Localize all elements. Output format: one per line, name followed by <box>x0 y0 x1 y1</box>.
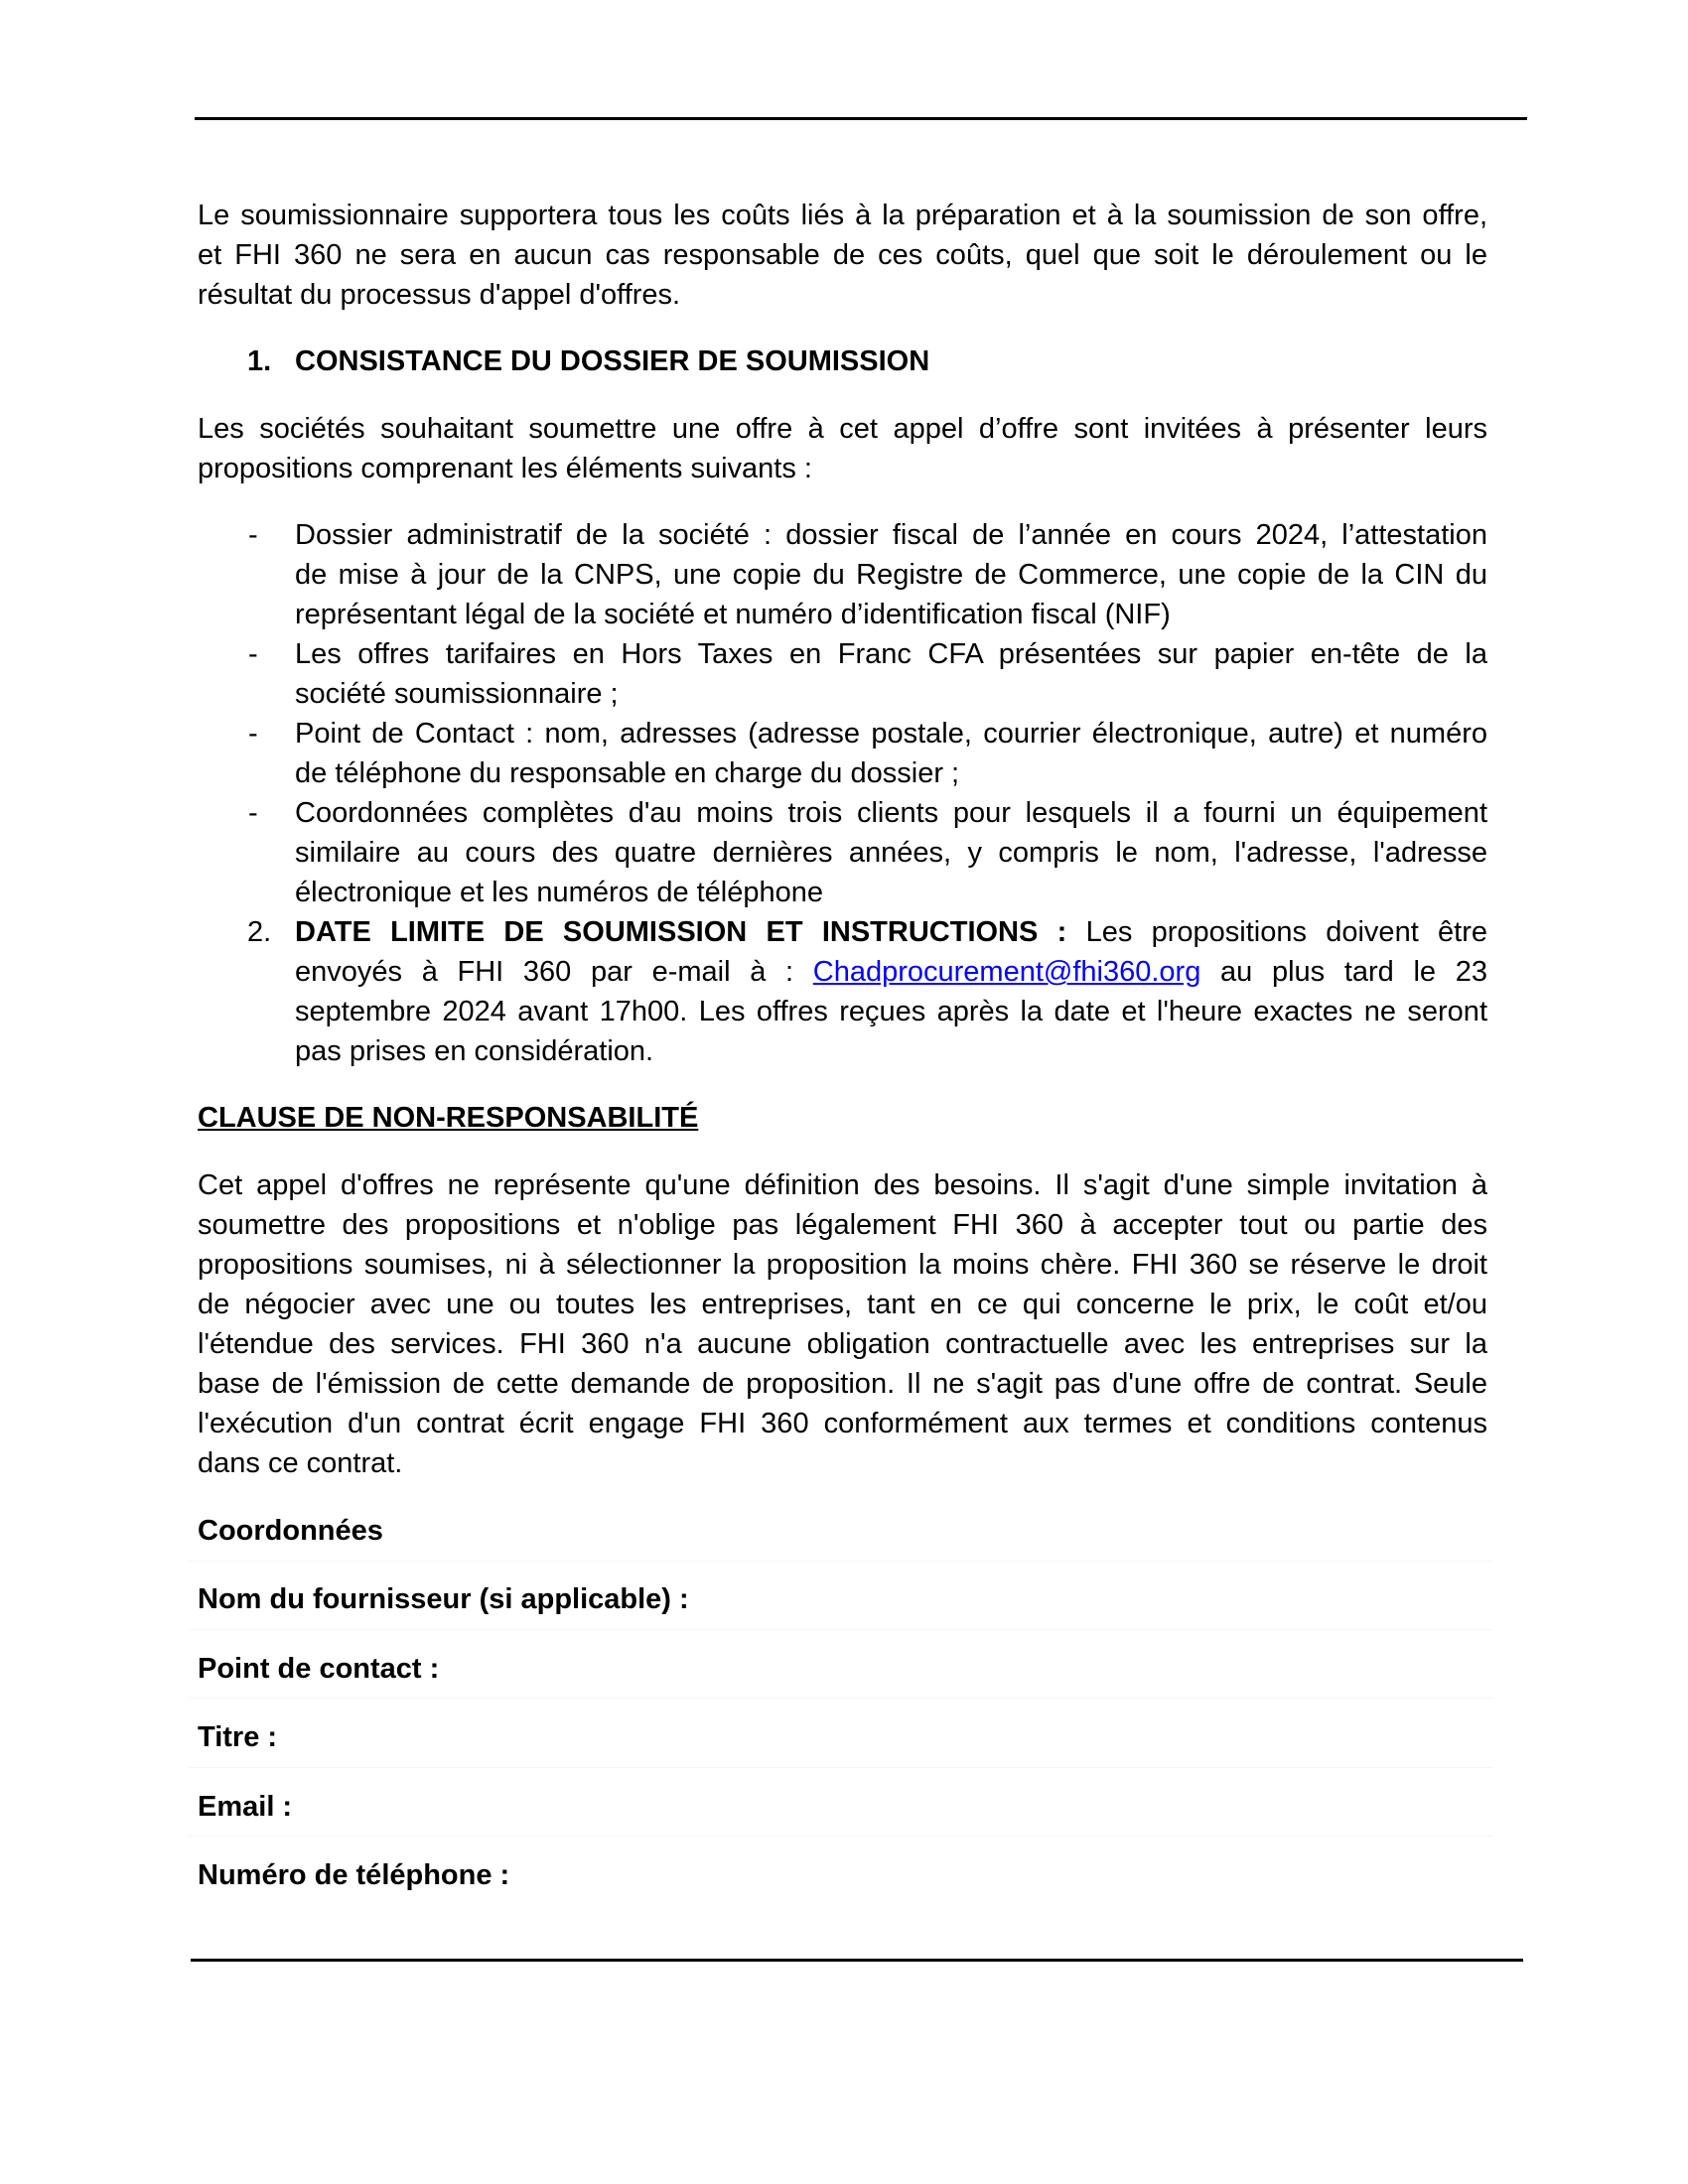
section-2-line: septembre 2024 avant 17h00. Les offres reçues après la date et l'heure exactes ne seront <box>295 996 1487 1027</box>
disclaimer-heading: CLAUSE DE NON-RESPONSABILITÉ <box>198 1102 699 1134</box>
email-link[interactable]: Chadprocurement@fhi360.org <box>812 956 1201 988</box>
section-2-number: 2. <box>247 916 272 948</box>
disclaimer-line: Cet appel d'offres ne représente qu'une définition des besoins. Il s'agit d'une simple invitation à <box>198 1169 1487 1201</box>
section-2-text: Les propositions doivent être <box>1085 916 1487 948</box>
section-2-text: envoyés à FHI 360 par e-mail à : <box>295 956 794 988</box>
list-item-line: de mise à jour de la CNPS, une copie du Registre de Commerce, une copie de la CIN du <box>295 559 1487 591</box>
disclaimer-line: l'étendue des services. FHI 360 n'a aucune obligation contractuelle avec les entreprises sur la <box>198 1328 1487 1360</box>
field-label-supplier-name: Nom du fournisseur (si applicable) : <box>198 1583 689 1615</box>
disclaimer-line: de négocier avec une ou toutes les entreprises, tant en ce qui concerne le prix, le coût et/ou <box>198 1289 1487 1320</box>
field-label-phone: Numéro de téléphone : <box>198 1859 510 1891</box>
list-item-line: représentant légal de la société et numéro d’identification fiscal (NIF) <box>295 599 1171 630</box>
section-1-number: 1. <box>247 345 272 377</box>
list-item-line: Les offres tarifaires en Hors Taxes en Franc CFA présentées sur papier en-tête de la <box>295 638 1487 670</box>
list-item-line: société soumissionnaire ; <box>295 678 619 710</box>
intro-line: Le soumissionnaire supportera tous les coûts liés à la préparation et à la soumission de son offre, <box>198 200 1487 231</box>
header-rule <box>195 117 1527 120</box>
field-separator <box>189 1629 1492 1630</box>
list-item-line: Coordonnées complètes d'au moins trois clients pour lesquels il a fourni un équipement <box>295 797 1487 829</box>
disclaimer-line: dans ce contrat. <box>198 1447 403 1479</box>
section-1-title: CONSISTANCE DU DOSSIER DE SOUMISSION <box>295 345 930 377</box>
list-item-line: électronique et les numéros de téléphone <box>295 877 824 908</box>
dash-bullet-icon: - <box>248 519 258 551</box>
list-item-line: similaire au cours des quatre dernières années, y compris le nom, l'adresse, l'adresse <box>295 837 1487 869</box>
list-item-line: Point de Contact : nom, adresses (adresse postale, courrier électronique, autre) et numéro <box>295 718 1487 750</box>
list-item-line: Dossier administratif de la société : dossier fiscal de l’année en cours 2024, l’attestation <box>295 519 1487 551</box>
field-separator <box>189 1767 1492 1768</box>
field-label-email: Email : <box>198 1791 293 1823</box>
section-2-line <box>295 912 1487 952</box>
disclaimer-line: propositions soumises, ni à sélectionner la proposition la moins chère. FHI 360 se réserve le droit <box>198 1249 1487 1281</box>
contact-form-title: Coordonnées <box>198 1515 383 1547</box>
section-2-title: DATE LIMITE DE SOUMISSION ET INSTRUCTIONS : <box>295 916 1067 948</box>
disclaimer-line: base de l'émission de cette demande de proposition. Il ne s'agit pas d'une offre de contrat. Seule <box>198 1368 1487 1400</box>
intro-line: et FHI 360 ne sera en aucun cas responsable de ces coûts, quel que soit le déroulement ou le <box>198 239 1487 271</box>
disclaimer-line: l'exécution d'un contrat écrit engage FHI 360 conformément aux termes et conditions contenus <box>198 1408 1487 1439</box>
section-1-intro-line: propositions comprenant les éléments suivants : <box>198 453 812 484</box>
field-label-contact-point: Point de contact : <box>198 1653 440 1685</box>
section-2-line: pas prises en considération. <box>295 1035 654 1067</box>
field-label-title: Titre : <box>198 1721 278 1753</box>
section-2-text: au plus tard le 23 <box>1220 956 1487 988</box>
dash-bullet-icon: - <box>248 797 258 829</box>
dash-bullet-icon: - <box>248 718 258 750</box>
footer-rule <box>191 1959 1523 1962</box>
field-separator <box>189 1561 1492 1562</box>
intro-line: résultat du processus d'appel d'offres. <box>198 279 681 311</box>
dash-bullet-icon: - <box>248 638 258 670</box>
section-2-line <box>295 952 1487 992</box>
field-separator <box>189 1698 1492 1699</box>
list-item-line: de téléphone du responsable en charge du dossier ; <box>295 757 960 789</box>
field-separator <box>189 1836 1492 1837</box>
disclaimer-line: soumettre des propositions et n'oblige pas légalement FHI 360 à accepter tout ou partie des <box>198 1209 1487 1241</box>
section-1-intro-line: Les sociétés souhaitant soumettre une offre à cet appel d’offre sont invitées à présenter leurs <box>198 413 1487 445</box>
